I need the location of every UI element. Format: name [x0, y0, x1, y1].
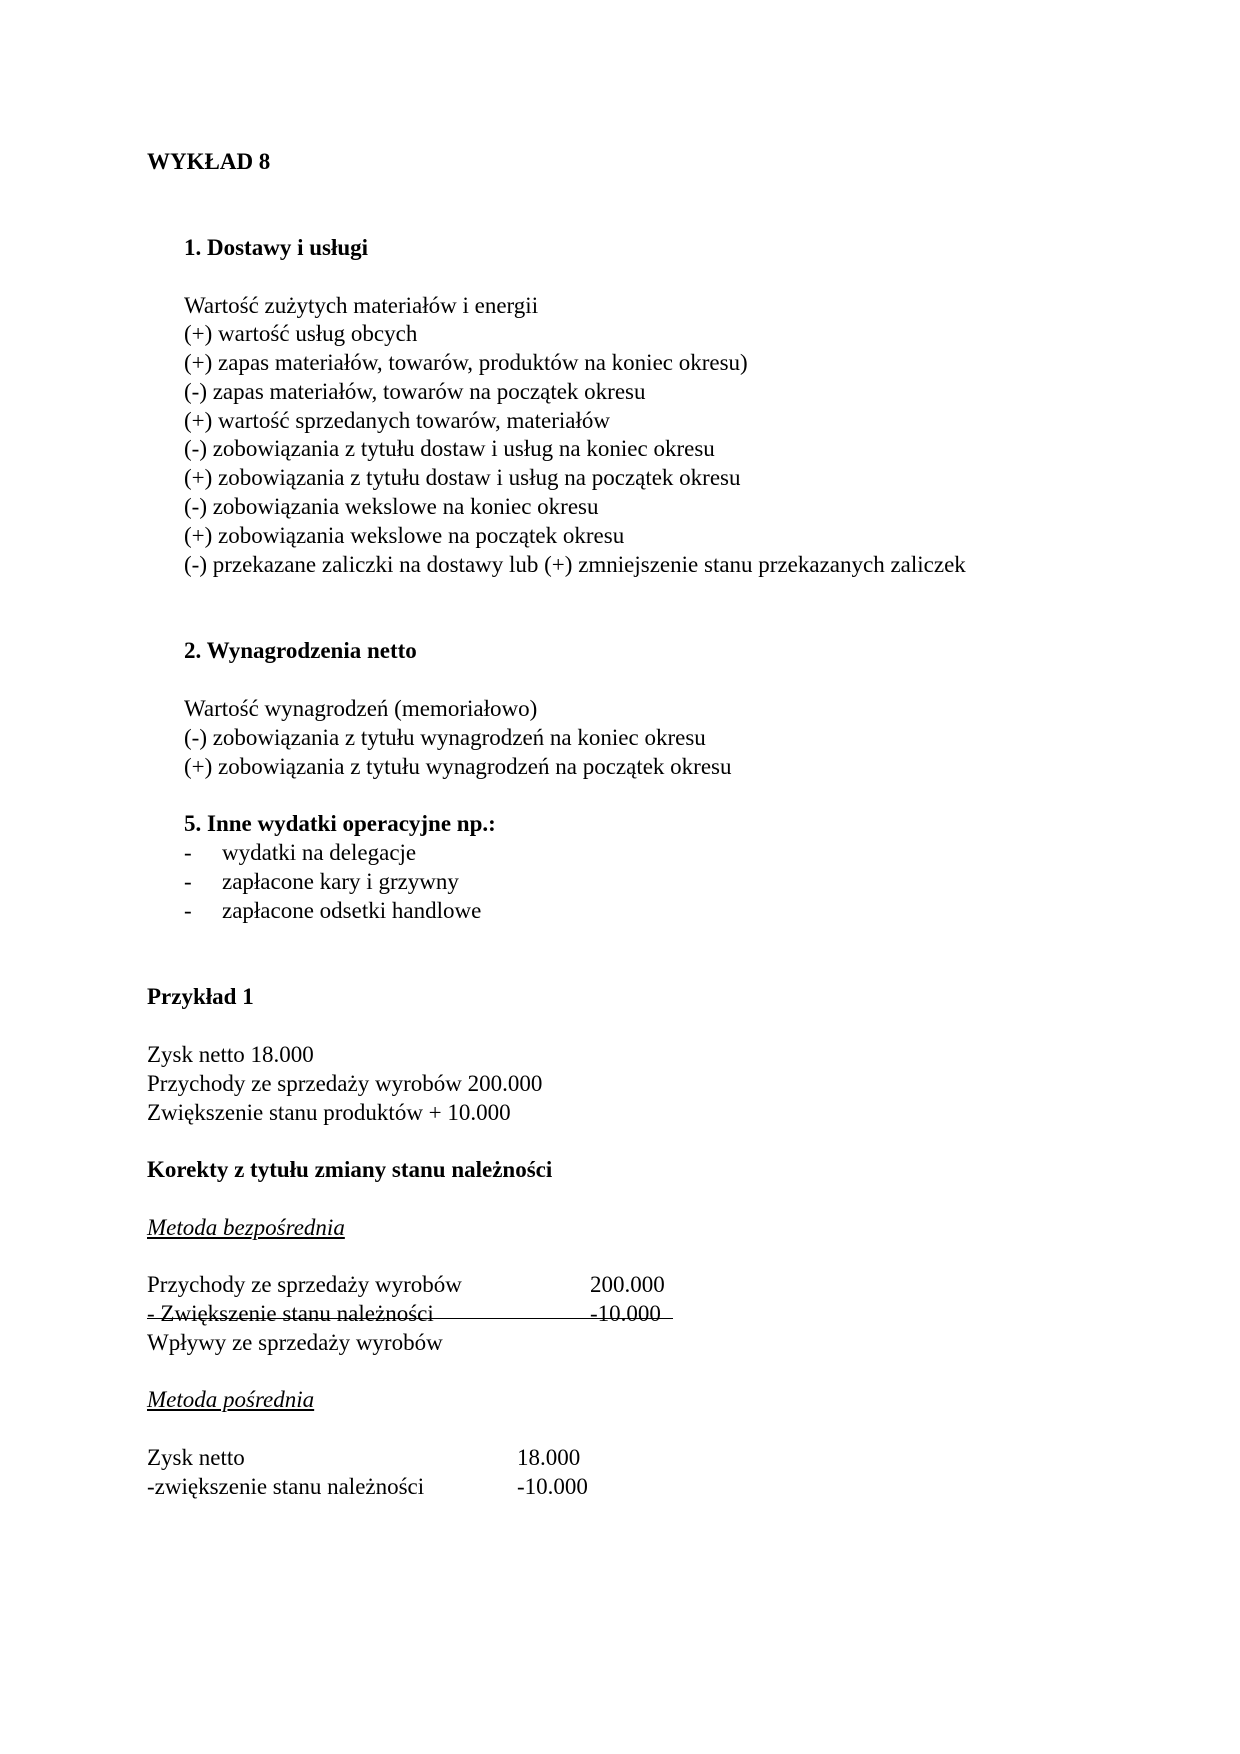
direct-row-value: 200.000	[590, 1272, 665, 1297]
example-line: Zysk netto 18.000	[147, 1042, 314, 1067]
list-item: zapłacone odsetki handlowe	[222, 898, 482, 923]
direct-row-value: -10.000	[590, 1301, 661, 1326]
document-title: WYKŁAD 8	[147, 149, 271, 174]
list-marker: -	[184, 840, 192, 865]
section1-line: (+) zapas materiałów, towarów, produktów na koniec okresu)	[184, 350, 748, 375]
section1-heading: 1. Dostawy i usługi	[184, 235, 369, 260]
corrections-heading: Korekty z tytułu zmiany stanu należności	[147, 1157, 553, 1182]
direct-row-label: - Zwiększenie stanu należności	[147, 1301, 434, 1326]
indirect-row-value: 18.000	[517, 1445, 581, 1470]
example-line: Zwiększenie stanu produktów + 10.000	[147, 1100, 511, 1125]
indirect-method-heading: Metoda pośrednia	[147, 1387, 315, 1412]
section1-line: Wartość zużytych materiałów i energii	[184, 293, 539, 318]
section1-line: (-) zobowiązania wekslowe na koniec okresu	[184, 494, 599, 519]
list-item: zapłacone kary i grzywny	[222, 869, 459, 894]
section1-line: (-) przekazane zaliczki na dostawy lub (+) zmniejszenie stanu przekazanych zaliczek	[184, 552, 966, 577]
sum-rule	[147, 1318, 673, 1319]
direct-row-label: Przychody ze sprzedaży wyrobów	[147, 1272, 462, 1297]
list-marker: -	[184, 898, 192, 923]
example-line: Przychody ze sprzedaży wyrobów 200.000	[147, 1071, 543, 1096]
section1-line: (+) zobowiązania wekslowe na początek okresu	[184, 523, 625, 548]
direct-method-heading: Metoda bezpośrednia	[147, 1215, 345, 1240]
list-item: wydatki na delegacje	[222, 840, 417, 865]
section1-line: (+) zobowiązania z tytułu dostaw i usług na początek okresu	[184, 465, 741, 490]
section2-line: (+) zobowiązania z tytułu wynagrodzeń na początek okresu	[184, 754, 732, 779]
indirect-row-label: -zwiększenie stanu należności	[147, 1474, 425, 1499]
list-marker: -	[184, 869, 192, 894]
indirect-row-value: -10.000	[517, 1474, 588, 1499]
section1-line: (-) zobowiązania z tytułu dostaw i usług na koniec okresu	[184, 436, 715, 461]
section2-line: Wartość wynagrodzeń (memoriałowo)	[184, 696, 538, 721]
direct-result-label: Wpływy ze sprzedaży wyrobów	[147, 1330, 443, 1355]
section1-line: (-) zapas materiałów, towarów na początek okresu	[184, 379, 646, 404]
section2-line: (-) zobowiązania z tytułu wynagrodzeń na koniec okresu	[184, 725, 706, 750]
section5-heading: 5. Inne wydatki operacyjne np.:	[184, 811, 496, 836]
section1-line: (+) wartość sprzedanych towarów, materiałów	[184, 408, 610, 433]
section2-heading: 2. Wynagrodzenia netto	[184, 638, 417, 663]
section1-line: (+) wartość usług obcych	[184, 321, 418, 346]
example-heading: Przykład 1	[147, 984, 254, 1009]
indirect-row-label: Zysk netto	[147, 1445, 245, 1470]
